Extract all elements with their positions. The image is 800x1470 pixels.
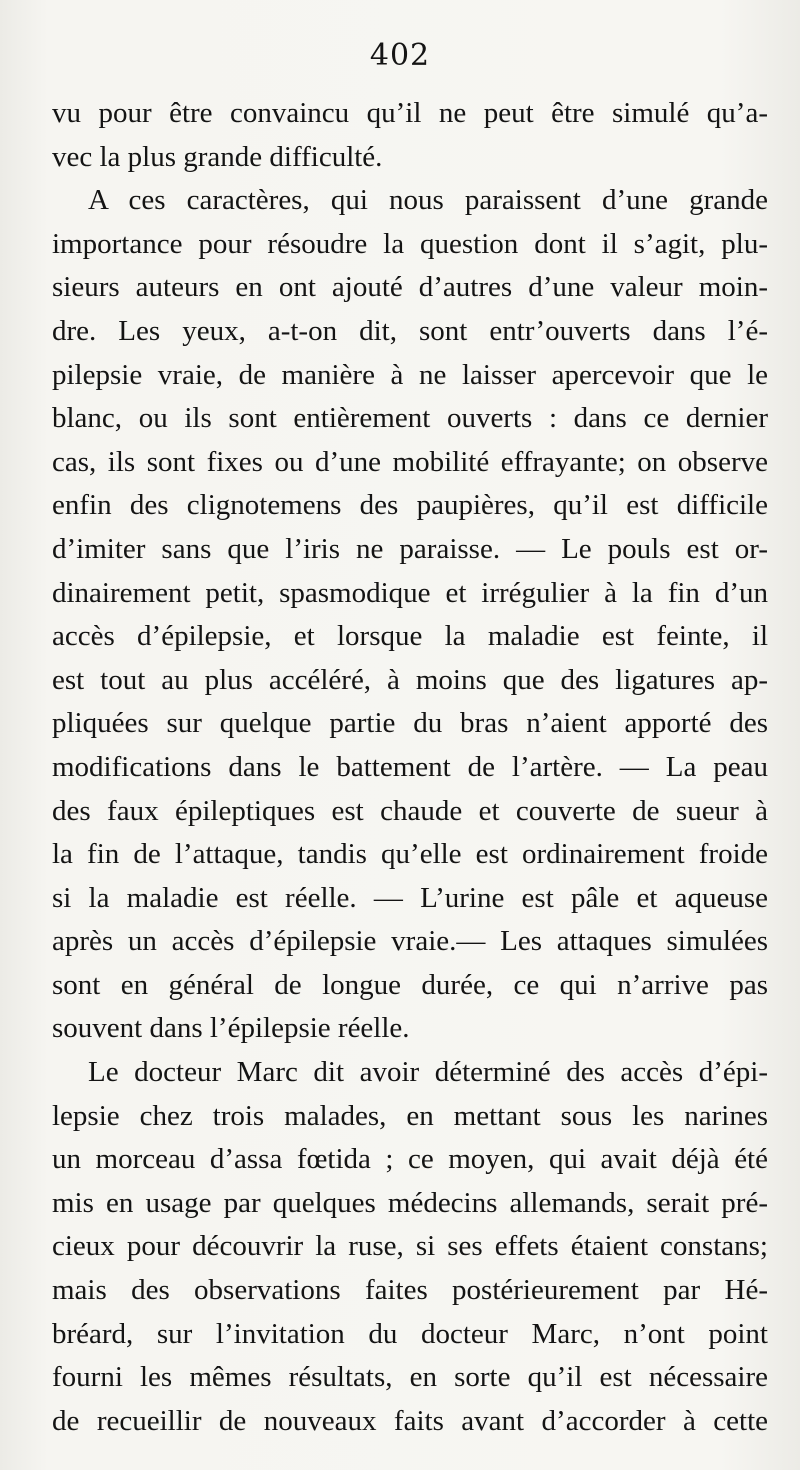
text-line: A ces caractères, qui nous paraissent d’une grande — [88, 184, 768, 217]
text-line: bréard, sur l’invitation du docteur Marc, n’ont point — [52, 1317, 768, 1350]
text-line: cas, ils sont fixes ou d’une mobilité effrayante; on observe — [52, 445, 768, 478]
text-line: modifications dans le battement de l’artère. — La peau — [52, 750, 768, 783]
text-line: accès d’épilepsie, et lorsque la maladie est feinte, il — [52, 620, 768, 653]
text-line: dinairement petit, spasmodique et irrégulier à la fin d’un — [52, 576, 768, 609]
text-line: d’imiter sans que l’iris ne paraisse. — Le pouls est or- — [52, 532, 768, 565]
text-line: fourni les mêmes résultats, en sorte qu’il est nécessaire — [52, 1361, 768, 1394]
text-line: cieux pour découvrir la ruse, si ses effets étaient constans; — [52, 1230, 768, 1263]
text-line: des faux épileptiques est chaude et couverte de sueur à — [52, 794, 768, 827]
text-line: importance pour résoudre la question dont il s’agit, plu- — [52, 227, 768, 260]
text-line: mais des observations faites postérieurement par Hé- — [52, 1274, 768, 1307]
text-line: un morceau d’assa fœtida ; ce moyen, qui avait déjà été — [52, 1143, 768, 1176]
text-line: de recueillir de nouveaux faits avant d’accorder à cette — [52, 1404, 768, 1437]
text-line: Le docteur Marc dit avoir déterminé des accès d’épi- — [88, 1056, 768, 1089]
text-line: lepsie chez trois malades, en mettant sous les narines — [52, 1099, 768, 1132]
body-text — [52, 92, 768, 1443]
text-line: pliquées sur quelque partie du bras n’aient apporté des — [52, 707, 768, 740]
text-line: pilepsie vraie, de manière à ne laisser apercevoir que le — [52, 358, 768, 391]
text-line: enfin des clignotemens des paupières, qu’il est difficile — [52, 489, 768, 522]
text-line: blanc, ou ils sont entièrement ouverts : dans ce dernier — [52, 402, 768, 435]
text-line: sieurs auteurs en ont ajouté d’autres d’une valeur moin- — [52, 271, 768, 304]
text-line: après un accès d’épilepsie vraie.— Les attaques simulées — [52, 925, 768, 958]
text-line: la fin de l’attaque, tandis qu’elle est ordinairement froide — [52, 838, 768, 871]
text-line: vec la plus grande difficulté. — [52, 140, 383, 173]
text-line: vu pour être convaincu qu’il ne peut être simulé qu’a- — [52, 97, 768, 129]
text-line: si la maladie est réelle. — L’urine est pâle et aqueuse — [52, 881, 768, 914]
text-line: souvent dans l’épilepsie réelle. — [52, 1012, 410, 1045]
text-line: dre. Les yeux, a-t-on dit, sont entr’ouverts dans l’é- — [52, 314, 768, 347]
text-line: sont en général de longue durée, ce qui n’arrive pas — [52, 968, 768, 1001]
page-number: 402 — [369, 38, 431, 73]
text-line: mis en usage par quelques médecins allemands, serait pré- — [52, 1186, 768, 1219]
text-line: est tout au plus accéléré, à moins que des ligatures ap- — [52, 663, 768, 696]
